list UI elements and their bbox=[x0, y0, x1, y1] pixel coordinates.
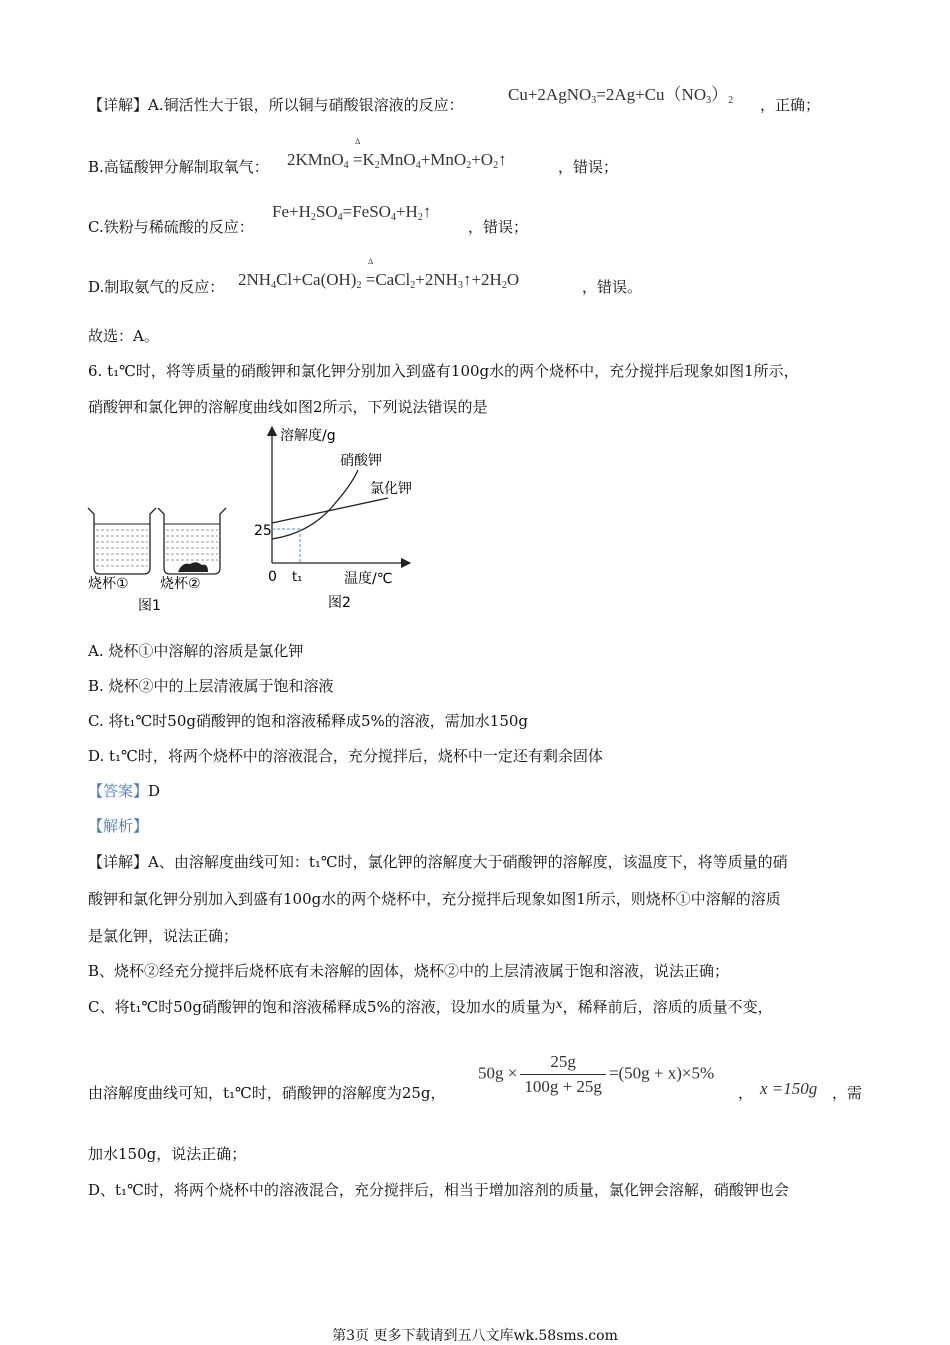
undissolved-solid bbox=[178, 562, 208, 572]
explanation-line-2: 酸钾和氯化钾分别加入到盛有100g水的两个烧杯中，充分搅拌后现象如图1所示，则烧杯①中溶解的溶质 bbox=[88, 890, 781, 908]
explanation-line-4: B、烧杯②经充分搅拌后烧杯底有未溶解的固体，烧杯②中的上层清液属于饱和溶液，说法正确； bbox=[88, 962, 730, 980]
detail-d-text: D.制取氨气的反应： bbox=[88, 278, 225, 296]
option-b: B. 烧杯②中的上层清液属于饱和溶液 bbox=[88, 677, 334, 695]
detail-a-line bbox=[88, 94, 464, 115]
calc-numerator: 25g bbox=[520, 1052, 606, 1075]
variable-x: x bbox=[555, 997, 563, 1011]
formula-a: $Cu+2AgNO_3=2Ag+Cu(NO_3)_2$ bbox=[508, 85, 734, 106]
calc-right: =(50g + x)×5% bbox=[608, 1063, 715, 1083]
calc-formula bbox=[478, 1052, 714, 1097]
explanation-line-5 bbox=[88, 996, 773, 1017]
beaker-2-label: 烧杯② bbox=[160, 576, 201, 592]
choice-summary: 故选：A。 bbox=[88, 327, 159, 345]
page-footer: 第3页 更多下载请到五八文库wk.58sms.com bbox=[332, 1328, 618, 1344]
origin-label: 0 bbox=[268, 569, 277, 585]
formula-b: 2KMnO$_4$ = Δ $K_2MnO_4+MnO_2+O_2↑$ bbox=[287, 137, 507, 171]
calc-separator: ， bbox=[738, 1084, 754, 1102]
option-d: D. t₁℃时，将两个烧杯中的溶液混合，充分搅拌后，烧杯中一定还有剩余固体 bbox=[88, 747, 603, 765]
series-label-kno3: 硝酸钾 bbox=[340, 453, 382, 469]
explanation-line-3: 是氯化钾，说法正确； bbox=[88, 927, 239, 945]
question-6-line1: 6. t₁℃时，将等质量的硝酸钾和氯化钾分别加入到盛有100g水的两个烧杯中，充分搅拌后现象如图1所示， bbox=[88, 362, 799, 380]
explanation-line-5-end: ，稀释前后，溶质的质量不变， bbox=[562, 998, 773, 1016]
figure-1-caption: 图1 bbox=[138, 598, 161, 614]
option-c: C. 将t₁℃时50g硝酸钾的饱和溶液稀释成5%的溶液，需加水150g bbox=[88, 712, 529, 730]
y-tick-25: 25 bbox=[254, 523, 272, 539]
calc-fraction bbox=[520, 1052, 606, 1097]
detail-a-end: ，正确； bbox=[760, 96, 821, 114]
calc-denominator: 100g + 25g bbox=[524, 1077, 602, 1096]
beaker-2 bbox=[158, 508, 226, 574]
explanation-line-7: 加水150g，说法正确； bbox=[88, 1145, 247, 1163]
kcl-curve bbox=[272, 498, 388, 523]
detail-c-text: C.铁粉与稀硫酸的反应： bbox=[88, 218, 254, 236]
figure-2-chart bbox=[248, 425, 418, 620]
question-6-line2: 硝酸钾和氯化钾的溶解度曲线如图2所示，下列说法错误的是 bbox=[88, 398, 488, 416]
answer-line bbox=[88, 780, 160, 801]
formula-d: $2NH_4Cl+Ca(OH)_2$ = Δ $CaCl_2+2NH_3↑+2H_2O$ bbox=[238, 257, 520, 291]
y-axis-label: 溶解度/g bbox=[280, 428, 336, 444]
explanation-line-5-text: C、将t₁℃时50g硝酸钾的饱和溶液稀释成5%的溶液，设加水的质量为 bbox=[88, 998, 556, 1016]
formula-c: $Fe+H_2SO_4=FeSO_4+H_2↑$ bbox=[272, 202, 432, 223]
answer-label: 【答案】 bbox=[88, 782, 149, 800]
x-tick-t1: t₁ bbox=[292, 570, 303, 585]
explanation-line-6-end: ，需 bbox=[832, 1084, 863, 1102]
detail-b-end: ，错误； bbox=[558, 158, 619, 176]
detail-b-text: B.高锰酸钾分解制取氧气： bbox=[88, 158, 269, 176]
series-label-kcl: 氯化钾 bbox=[370, 481, 412, 497]
analysis-label: 【解析】 bbox=[88, 817, 149, 835]
detail-c-end: ，错误； bbox=[468, 218, 529, 236]
detail-a-text: 【详解】A.铜活性大于银，所以铜与硝酸银溶液的反应： bbox=[88, 96, 464, 114]
x-axis-label: 温度/℃ bbox=[344, 571, 393, 587]
beaker-1-label: 烧杯① bbox=[88, 576, 129, 592]
option-a: A. 烧杯①中溶解的溶质是氯化钾 bbox=[88, 642, 304, 660]
explanation-line-6: 由溶解度曲线可知，t₁℃时，硝酸钾的溶解度为25g， bbox=[88, 1084, 446, 1102]
detail-d-end: ，错误。 bbox=[582, 278, 643, 296]
calc-result: x =150g bbox=[760, 1079, 818, 1098]
beaker-1 bbox=[88, 508, 156, 574]
explanation-line-8: D、t₁℃时，将两个烧杯中的溶液混合，充分搅拌后，相当于增加溶剂的质量，氯化钾会溶解，硝酸钾也会 bbox=[88, 1181, 789, 1199]
calc-left: 50g × bbox=[478, 1063, 518, 1083]
explanation-line-1: 【详解】A、由溶解度曲线可知：t₁℃时，氯化钾的溶解度大于硝酸钾的溶解度，该温度下，将等质量的硝 bbox=[88, 853, 788, 871]
answer-value: D bbox=[148, 782, 161, 800]
figure-2-caption: 图2 bbox=[328, 595, 351, 611]
figure-1-beakers bbox=[82, 500, 232, 620]
